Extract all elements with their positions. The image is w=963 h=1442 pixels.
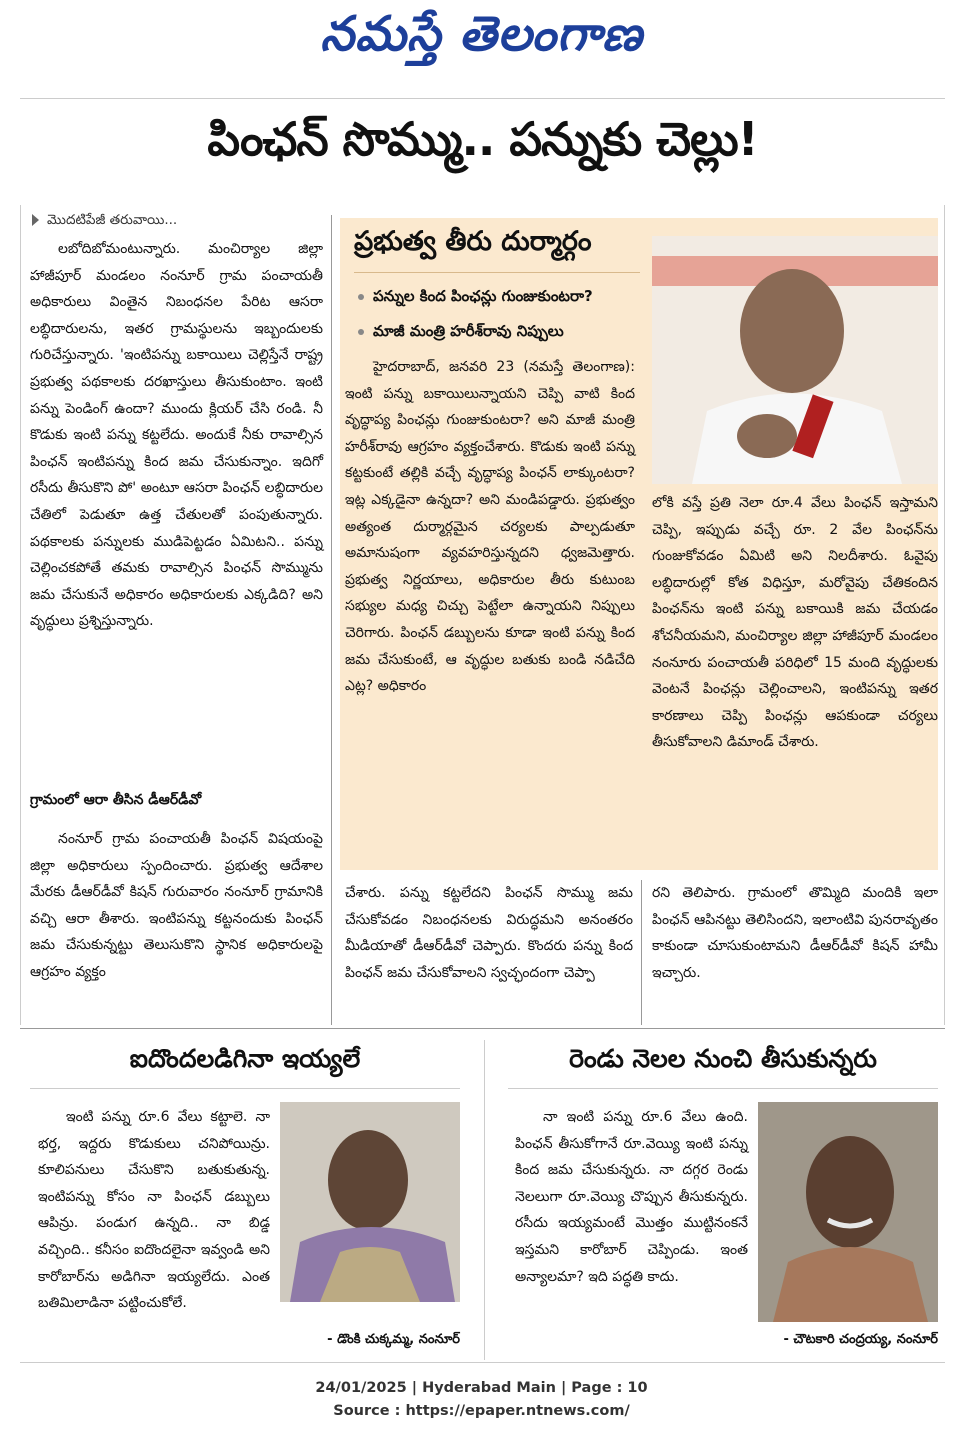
bullet-dot-icon	[358, 294, 364, 300]
quotes-center-divider	[484, 1040, 485, 1360]
article-col-3	[652, 880, 938, 986]
bullet-dot-icon	[358, 329, 364, 335]
masthead-logo: నమస్తే తెలంగాణ	[320, 6, 643, 62]
bullet-text: మాజీ మంత్రి హరీశ్‌రావు నిప్పులు	[373, 322, 564, 340]
quote-left-signature: - డొంకి చుక్కమ్మ, నంనూర్	[327, 1332, 460, 1347]
article-paragraph: లబోదిబోమంటున్నారు. మంచిర్యాల జిల్లా హాజీపూర్ మండలం నంనూర్ గ్రామ పంచాయతీ అధికారులు వింతైన నిబంధనల పేరిట ఆసరా లబ్ధిదారులను, ఇతర గ్రామస్థులను ఇబ్బందులకు గురిచేస్తున్నారు. 'ఇంటిపన్ను బకాయిలు చెల్లిస్తేనే రాష్ట్ర ప్రభుత్వ పథకాలకు దరఖాస్తులు తీసుకుంటాం. ఇంటి పన్ను పెండింగ్ ఉందా? ముందు క్లియర్ చేసి రండి. నీ కొడుకు ఇంటి పన్ను కట్టలేదు. అందుకే నీకు రావాల్సిన పింఛన్ ఇంటిపన్ను కింద జమ చేసుకున్నాం. ఇదిగో రసీదు తీసుకొని పో' అంటూ ఆసరా పింఛన్ లబ్ధిదారుల చేతిలో పెడుతూ ఉత్త చేతులతో పంపుతున్నారు. పథకాలకు పన్నులకు ముడిపెట్టడం ఏమిటని.. పన్ను చెల్లించకపోతే తమకు రావాల్సిన పింఛన్ సొమ్మును జమ చేసుకునే అధికారం అధికారులకు ఎక్కడిది? అని వృద్ధులు ప్రశ్నిస్తున్నారు.	[30, 241, 323, 630]
sidebar-col-a	[345, 354, 635, 700]
quote-right-heading: రెండు నెలల నుంచి తీసుకున్నరు	[569, 1044, 877, 1073]
continued-line	[32, 212, 177, 231]
continued-text: మొదటిపేజీ తరువాయి...	[47, 212, 178, 228]
sidebar-title-underline	[354, 272, 640, 273]
article-col-1b	[30, 826, 323, 986]
sidebar-title: ప్రభుత్వ తీరు దుర్మార్గం	[354, 226, 592, 257]
quote-left-underline	[30, 1088, 460, 1089]
article-paragraph: చేశారు. పన్ను కట్టలేదని పింఛన్ సొమ్ము జమ చేసుకోవడం నిబంధనలకు విరుద్ధమని అనంతరం మీడియాతో డీఆర్‌డీవో చెప్పారు. కొందరు పన్ను కింద పింఛన్ జమ చేసుకోవాలని స్వచ్ఛందంగా చెప్పా	[345, 885, 633, 981]
quote-right-signature: - చౌటకారి చంద్రయ్య, నంనూర్	[783, 1332, 938, 1347]
quote-right-underline	[508, 1088, 938, 1089]
bottom-divider	[20, 1362, 945, 1363]
portrait-illustration	[652, 236, 938, 484]
footer-source: Source : https://epaper.ntnews.com/	[333, 1403, 630, 1419]
photo-harish-rao	[652, 236, 938, 484]
quote-left-heading: ఐదొందలడిగినా ఇయ్యలే	[129, 1044, 361, 1073]
sidebar-bullet	[358, 319, 640, 344]
photo-dokki-chukkamma	[280, 1102, 460, 1302]
sidebar-bullet	[358, 284, 640, 309]
quote-left-text	[38, 1104, 270, 1317]
column-divider	[641, 880, 642, 1025]
sidebar-col-b	[652, 490, 938, 756]
article-col-1	[30, 236, 323, 635]
article-paragraph: రని తెలిపారు. గ్రామంలో తొమ్మిది మందికి ఇలా పింఛన్ ఆపినట్టు తెలిసిందని, ఇలాంటివి పునరావృతం కాకుండా చూసుకుంటామని డీఆర్‌డీవో కిషన్ హామీ ఇచ్చారు.	[652, 885, 938, 981]
sidebar-paragraph: హైదరాబాద్, జనవరి 23 (నమస్తే తెలంగాణ): ఇంటి పన్ను బకాయిలున్నాయని చెప్పి వాటి కింద వృద్ధాప్య పింఛన్లు గుంజుకుంటరా? అని మాజీ మంత్రి హరీశ్‌రావు ఆగ్రహం వ్యక్తంచేశారు. కొడుకు ఇంటి పన్ను కట్టకుంటే తల్లికి వచ్చే వృద్ధాప్య పింఛన్ లాక్కుంటరా? ఇట్ల ఎక్కడైనా ఉన్నదా? అని మండిపడ్డారు. ప్రభుత్వం అత్యంత దుర్మార్గమైన చర్యలకు పాల్పడుతూ అమానుషంగా వ్యవహరిస్తున్నదని ధ్వజమెత్తారు. ప్రభుత్వ నిర్ణయాలు, అధికారుల తీరు కుటుంబ సభ్యుల మధ్య చిచ్చు పెట్టేలా ఉన్నాయని నిప్పులు చెరిగారు. పింఛన్ డబ్బులను కూడా ఇంటి పన్ను కింద జమ చేసుకుంటే, ఆ వృద్ధుల బతుకు బండి నడిచేది ఎట్ల? అధికారం	[345, 359, 635, 695]
quote-right-text	[515, 1104, 748, 1290]
masthead-divider	[20, 98, 945, 99]
quote-paragraph: ఇంటి పన్ను రూ.6 వేలు కట్టాలె. నా భర్త, ఇద్దరు కొడుకులు చనిపోయిన్రు. కూలిపనులు చేసుకొని బతుకుతున్న. ఇంటిపన్ను కోసం నా పింఛన్ డబ్బులు ఆపిన్రు. పండుగ ఉన్నది.. నా బిడ్డ వచ్చింది.. కనీసం ఐదొందలైనా ఇవ్వండి అని కారోబార్‌ను అడిగినా ఇయ్యలేదు. ఎంత బతిమిలాడినా పట్టించుకోలే.	[38, 1109, 270, 1312]
quotes-divider	[20, 1028, 945, 1029]
article-col-2	[345, 880, 633, 986]
portrait-illustration	[280, 1102, 460, 1302]
subheading-drdo: గ్రామంలో ఆరా తీసిన డీఆర్‌డీవో	[30, 792, 202, 808]
sidebar-bullets	[358, 284, 640, 344]
portrait-illustration	[758, 1102, 938, 1322]
bullet-text: పన్నుల కింద పింఛన్లు గుంజుకుంటరా?	[373, 287, 593, 305]
quote-paragraph: నా ఇంటి పన్ను రూ.6 వేలు ఉంది. పింఛన్ తీసుకోగానే రూ.వెయ్యి ఇంటి పన్ను కింద జమ చేసుకున్నరు. నా దగ్గర రెండు నెలలుగా రూ.వెయ్యి చొప్పున తీసుకున్నరు. రసీదు ఇయ్యమంటే మొత్తం ముట్టినంకనే ఇస్తమని కారోబార్ చెప్పిండు. ఇంత అన్యాలమా? ఇది పద్ధతి కాదు.	[515, 1109, 748, 1285]
photo-chowtakari-chandraiah	[758, 1102, 938, 1322]
column-divider	[331, 215, 332, 1025]
footer-date-page: 24/01/2025 | Hyderabad Main | Page : 10	[315, 1380, 648, 1396]
sidebar-paragraph: లోకి వస్తే ప్రతి నెలా రూ.4 వేలు పింఛన్ ఇస్తామని చెప్పి, ఇప్పుడు వచ్చే రూ. 2 వేల పింఛన్‌ను గుంజుకోవడం ఏమిటి అని నిలదీశారు. ఓవైపు లబ్ధిదారుల్లో కోత విధిస్తూ, మరోవైపు చేతికందిన పింఛన్‌ను ఇంటి పన్ను బకాయికి జమ చేయడం శోచనీయమని, మంచిర్యాల జిల్లా హాజీపూర్ మండలం నంనూరు పంచాయతీ పరిధిలో 15 మంది వృద్ధులకు వెంటనే పింఛన్లు చెల్లించాలని, ఇంటిపన్ను ఇతర కారణాలు చెప్పి పింఛన్లు ఆపకుండా చర్యలు తీసుకోవాలని డిమాండ్ చేశారు.	[652, 495, 938, 751]
continue-arrow-icon	[32, 214, 39, 226]
right-border	[944, 205, 945, 1025]
article-paragraph: నంనూర్ గ్రామ పంచాయతీ పింఛన్ విషయంపై జిల్లా అధికారులు స్పందించారు. ప్రభుత్వ ఆదేశాల మేరకు డీఆర్‌డీవో కిషన్ గురువారం నంనూర్ గ్రామానికి వచ్చి ఆరా తీశారు. ఇంటిపన్ను కట్టనందుకు పింఛన్ జమ చేసుకున్నట్టు తెలుసుకొని స్థానిక అధికారులపై ఆగ్రహం వ్యక్తం	[30, 831, 323, 980]
headline: పింఛన్ సొమ్ము.. పన్నుకు చెల్లు!	[207, 112, 758, 166]
left-border	[20, 205, 21, 1025]
